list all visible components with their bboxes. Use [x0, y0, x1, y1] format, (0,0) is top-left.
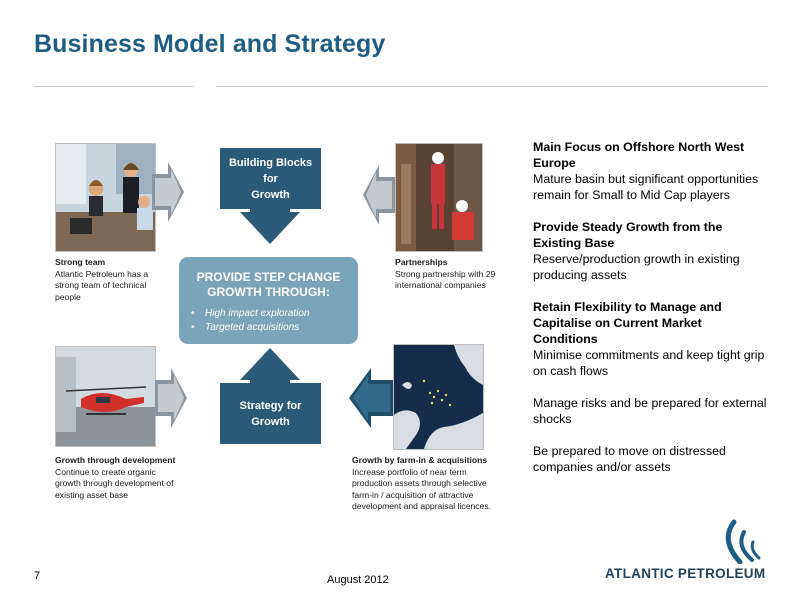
flexibility-text: Minimise commitments and keep tight grip on cash flows: [533, 348, 765, 378]
growth-development-photo: [55, 346, 156, 447]
north-sea-map: [393, 344, 484, 450]
growth-bullet: • High impact exploration: [205, 307, 358, 321]
growth-farmin-heading: Growth by farm-in & acquisitions: [352, 455, 488, 465]
partnerships-line: international companies: [395, 280, 486, 290]
partnerships-line: Strong partnership with 29: [395, 268, 496, 279]
growth-farmin-line: farm-in / acquisition of attractive: [352, 489, 474, 500]
rig-workers-illustration: [396, 144, 482, 251]
strong-team-photo: [55, 143, 156, 252]
office-illustration: [56, 144, 155, 251]
step-change-heading: [179, 270, 358, 300]
step-change-heading-line: PROVIDE STEP CHANGE: [196, 270, 341, 284]
strong-team-line: people: [55, 291, 81, 302]
step-change-heading-line: GROWTH THROUGH:: [207, 285, 330, 299]
strong-team-line: strong team of technical: [55, 280, 147, 290]
page-number: 7: [34, 570, 41, 582]
growth-text: Reserve/production growth in existing producing assets: [533, 252, 740, 282]
distressed-text: Be prepared to move on distressed companies and/or assets: [533, 444, 726, 474]
building-blocks-line: Growth: [251, 188, 290, 201]
strategy-line: Growth: [251, 415, 290, 428]
company-logo-text: ATLANTIC PETROLEUM: [605, 566, 766, 581]
strategy-for-growth-box: [220, 383, 321, 444]
growth-farmin-line: development and appraisal licences.: [352, 501, 492, 511]
strong-team-line: Atlantic Petroleum has a: [55, 268, 149, 279]
step-change-growth-box: [179, 257, 358, 344]
map-illustration: [394, 345, 483, 449]
growth-farmin-caption: [352, 455, 502, 513]
arrow-right-icon-bottom-left: [155, 368, 187, 428]
focus-text: Mature basin but significant opportunities remain for Small to Mid Cap players: [533, 172, 759, 202]
title-divider-right: [216, 86, 768, 87]
title-divider-left: [34, 86, 194, 87]
growth-heading: Provide Steady Growth from the Existing Base: [533, 220, 723, 250]
growth-farmin-line: Increase portfolio of near term: [352, 466, 467, 477]
strong-team-caption: [55, 257, 165, 303]
growth-bullet-list: [179, 307, 358, 334]
partnerships-caption: [395, 257, 510, 292]
arrow-left-icon-top-right: [363, 165, 395, 225]
flexibility-heading: Retain Flexibility to Manage and Capitalise on Current Market Conditions: [533, 300, 722, 346]
building-blocks-line: for: [263, 172, 278, 185]
strategy-text-panel: [533, 139, 768, 475]
arrow-left-icon-bottom-right: [349, 368, 393, 428]
building-blocks-line: Building Blocks: [228, 156, 313, 169]
arrow-right-icon-top-left: [152, 162, 184, 222]
focus-heading: Main Focus on Offshore North West Europe: [533, 140, 745, 170]
growth-bullet: • Targeted acquisitions: [205, 321, 358, 335]
building-blocks-box: [220, 148, 321, 209]
growth-development-heading: Growth through development: [55, 455, 176, 465]
page-title: Business Model and Strategy: [34, 30, 386, 58]
growth-farmin-line: production assets through selective: [352, 478, 487, 488]
footer-date: August 2012: [327, 574, 389, 586]
partnerships-photo: [395, 143, 483, 252]
risk-text: Manage risks and be prepared for external shocks: [533, 396, 767, 426]
growth-development-line: existing asset base: [55, 489, 129, 500]
strong-team-heading: Strong team: [55, 257, 106, 267]
partnerships-heading: Partnerships: [395, 257, 448, 267]
growth-development-line: growth through development of: [55, 478, 174, 488]
arrow-up-icon: [240, 348, 300, 384]
arrow-down-icon: [240, 208, 300, 244]
growth-development-caption: [55, 455, 205, 501]
growth-development-line: Continue to create organic: [55, 466, 156, 477]
strategy-line: Strategy for: [239, 399, 302, 412]
helicopter-illustration: [56, 347, 155, 446]
atlantic-petroleum-logo-icon: [720, 518, 764, 564]
